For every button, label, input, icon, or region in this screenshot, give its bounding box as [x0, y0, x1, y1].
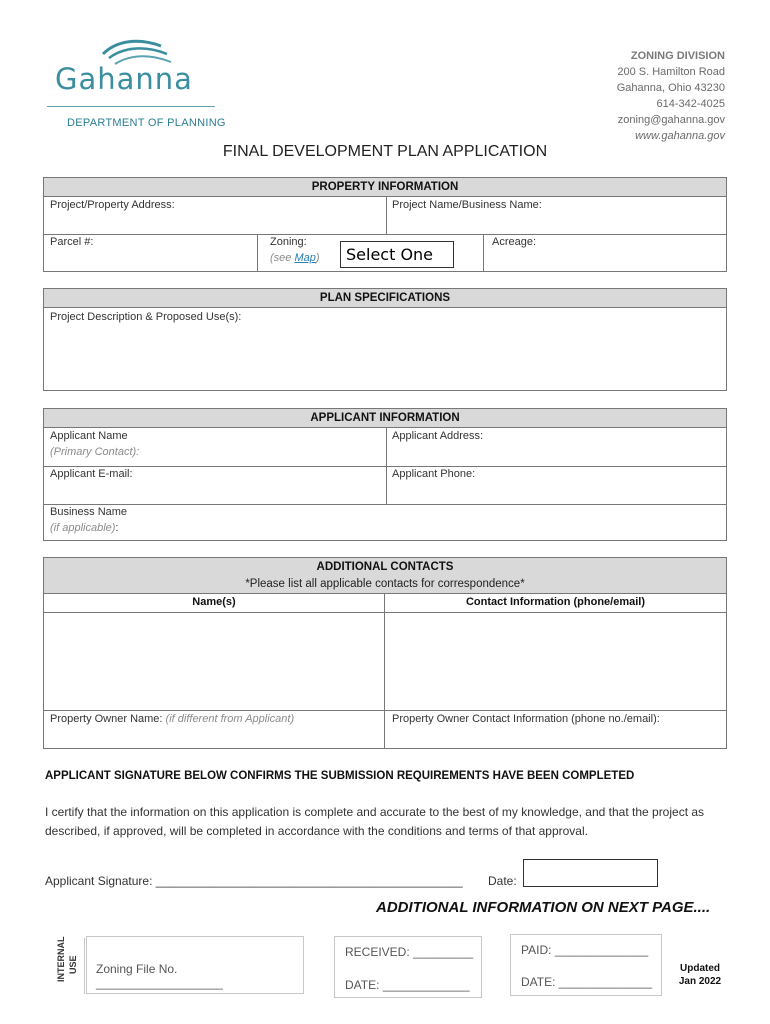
applicant-information-section: [43, 408, 727, 541]
paid-field[interactable]: PAID: ______________: [521, 943, 649, 957]
divider: [44, 234, 726, 235]
divider: [84, 938, 85, 994]
logo-text: Gahanna: [55, 62, 193, 96]
business-sub: (if applicable): [50, 522, 116, 534]
property-address-field[interactable]: Project/Property Address:: [50, 199, 175, 211]
applicant-name-note: (Primary Contact):: [50, 446, 140, 458]
logo-divider: [47, 106, 215, 107]
next-page-notice: ADDITIONAL INFORMATION ON NEXT PAGE....: [376, 899, 711, 916]
additional-contacts-section: [43, 557, 727, 749]
plan-specifications-section: [43, 288, 727, 391]
section-header: [44, 558, 726, 594]
internal-label-line2: USE: [68, 955, 78, 974]
contact-block: [617, 48, 725, 144]
received-box: [334, 936, 482, 998]
divider: [257, 234, 258, 271]
owner-label: Property Owner Name:: [50, 713, 166, 725]
business-name-field[interactable]: Business Name: [50, 506, 128, 518]
signature-heading: APPLICANT SIGNATURE BELOW CONFIRMS THE SUBMISSION REQUIREMENTS HAVE BEEN COMPLETED: [45, 770, 635, 782]
email-address[interactable]: zoning@gahanna.gov: [617, 114, 725, 126]
updated-stamp: [672, 962, 728, 988]
phone-number: 614-342-4025: [656, 98, 725, 110]
internal-use-label: [42, 938, 82, 984]
project-description-field[interactable]: Project Description & Proposed Use(s):: [50, 311, 242, 323]
paid-box: [510, 934, 662, 996]
acreage-field[interactable]: Acreage:: [492, 236, 537, 248]
received-date-field[interactable]: DATE: _____________: [345, 978, 470, 992]
section-heading: ADDITIONAL CONTACTS: [316, 561, 454, 573]
date-label: Date:: [488, 874, 517, 888]
zoning-map-link[interactable]: Map: [294, 252, 316, 264]
owner-sub: (if different from Applicant): [165, 713, 295, 725]
applicant-signature-field[interactable]: Applicant Signature: ______________________________________________: [45, 874, 463, 888]
applicant-address-field[interactable]: Applicant Address:: [392, 430, 484, 442]
applicant-name-field[interactable]: Applicant Name: [50, 430, 128, 442]
contact-info-entry-area[interactable]: [385, 613, 726, 710]
project-name-field[interactable]: Project Name/Business Name:: [392, 199, 542, 211]
certification-text: I certify that the information on this application is complete and accurate to the best of my knowledge, and that the project as described, if approved, will be completed in accordance with the conditions and terms of that approval.: [45, 805, 705, 838]
section-heading: PLAN SPECIFICATIONS: [44, 289, 726, 308]
divider: [44, 466, 726, 467]
section-heading: PROPERTY INFORMATION: [44, 178, 726, 197]
divider: [44, 504, 726, 505]
zoning-file-field[interactable]: Zoning File No. ___________________: [96, 962, 223, 990]
contact-info-column-header: Contact Information (phone/email): [465, 596, 646, 608]
website[interactable]: www.gahanna.gov: [635, 130, 725, 142]
divider: [44, 710, 726, 711]
contacts-note: *Please list all applicable contacts for correspondence*: [245, 578, 525, 590]
updated-line2: Jan 2022: [678, 976, 722, 987]
address-line-1: 200 S. Hamilton Road: [617, 66, 725, 78]
zoning-select[interactable]: Select One: [340, 241, 454, 268]
internal-label-line1: INTERNAL: [56, 936, 66, 982]
zoning-close-text: ): [315, 252, 320, 264]
division-name: ZONING DIVISION: [630, 50, 725, 62]
paid-date-field[interactable]: DATE: ______________: [521, 975, 653, 989]
updated-line1: Updated: [680, 963, 720, 974]
department-name: DEPARTMENT OF PLANNING: [67, 117, 226, 129]
property-owner-contact-field[interactable]: Property Owner Contact Information (phone no./email):: [392, 713, 660, 725]
divider: [386, 197, 387, 234]
zoning-see-text: (see: [270, 252, 295, 264]
zoning-file-box: [86, 936, 304, 994]
received-field[interactable]: RECEIVED: _________: [345, 945, 474, 959]
date-field[interactable]: [523, 859, 658, 887]
business-name-note: [50, 522, 118, 534]
address-line-2: Gahanna, Ohio 43230: [616, 82, 725, 94]
divider: [483, 234, 484, 271]
business-colon: :: [115, 522, 119, 534]
property-owner-name-field[interactable]: [50, 713, 294, 725]
form-title: FINAL DEVELOPMENT PLAN APPLICATION: [222, 143, 548, 160]
parcel-field[interactable]: Parcel #:: [50, 236, 94, 248]
names-entry-area[interactable]: [44, 613, 384, 710]
applicant-email-field[interactable]: Applicant E-mail:: [50, 468, 133, 480]
names-column-header: Name(s): [192, 596, 236, 608]
zoning-map-note: [270, 252, 320, 264]
zoning-label: Zoning:: [270, 236, 307, 248]
section-heading: APPLICANT INFORMATION: [44, 409, 726, 428]
applicant-phone-field[interactable]: Applicant Phone:: [392, 468, 476, 480]
